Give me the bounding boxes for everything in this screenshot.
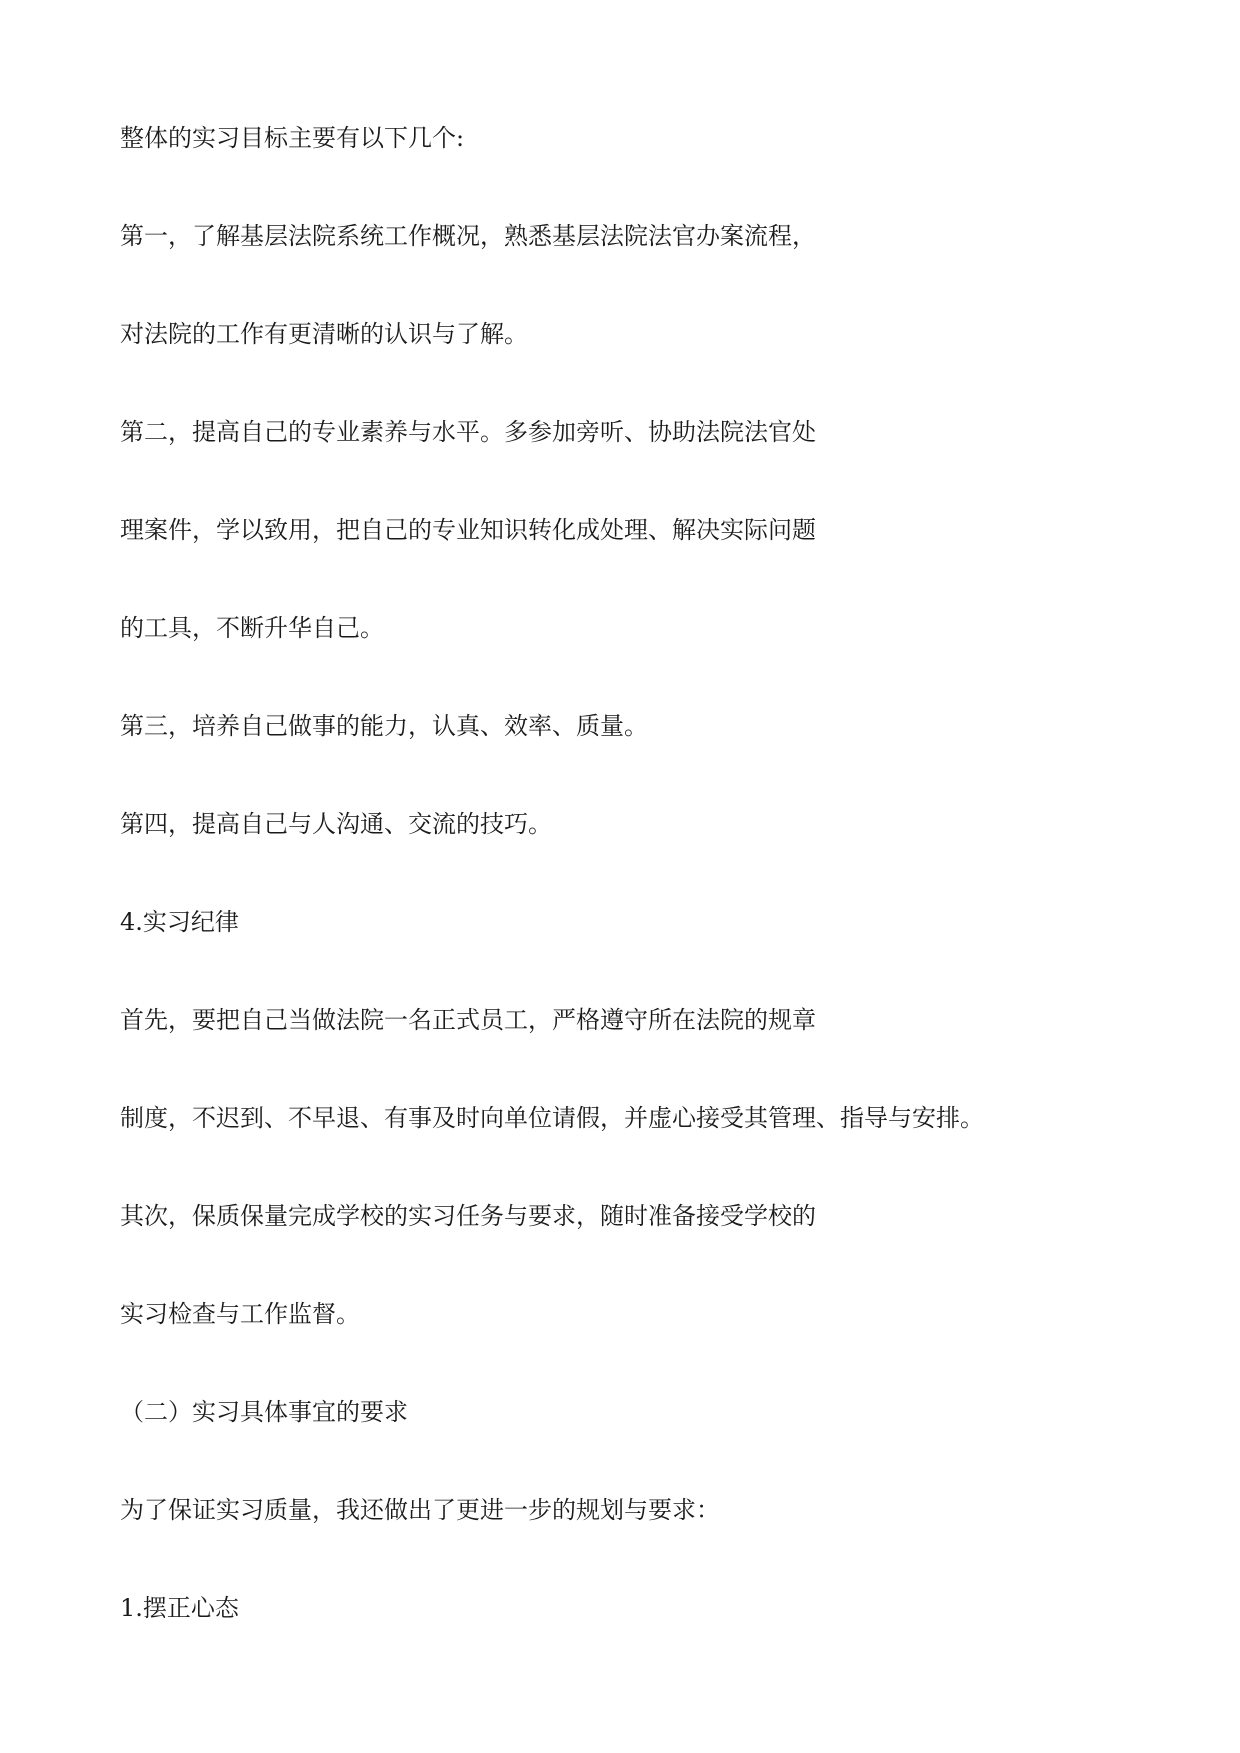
- text-line-intro: 整体的实习目标主要有以下几个:: [120, 124, 465, 152]
- text-line-goal-1-cont: 对法院的工作有更清晰的认识与了解。: [120, 320, 528, 348]
- text-line-discipline-2-cont: 实习检查与工作监督。: [120, 1300, 360, 1328]
- text-line-goal-2-cont: 理案件，学以致用，把自己的专业知识转化成处理、解决实际问题: [120, 516, 816, 544]
- text-line-goal-4: 第四，提高自己与人沟通、交流的技巧。: [120, 810, 552, 838]
- subsection-heading-mindset: 1.摆正心态: [120, 1594, 239, 1622]
- text-line-discipline-1: 首先，要把自己当做法院一名正式员工，严格遵守所在法院的规章: [120, 1006, 816, 1034]
- text-line-discipline-1-cont: 制度，不迟到、不早退、有事及时向单位请假，并虚心接受其管理、指导与安排。: [120, 1104, 984, 1132]
- text-line-goal-2-end: 的工具，不断升华自己。: [120, 614, 384, 642]
- section-heading-discipline: 4.实习纪律: [120, 908, 239, 936]
- text-line-goal-1: 第一，了解基层法院系统工作概况，熟悉基层法院法官办案流程，: [120, 222, 816, 250]
- text-line-goal-3: 第三，培养自己做事的能力，认真、效率、质量。: [120, 712, 648, 740]
- text-line-discipline-2: 其次，保质保量完成学校的实习任务与要求，随时准备接受学校的: [120, 1202, 816, 1230]
- text-line-requirements-intro: 为了保证实习质量，我还做出了更进一步的规划与要求：: [120, 1496, 720, 1524]
- text-line-goal-2: 第二，提高自己的专业素养与水平。多参加旁听、协助法院法官处: [120, 418, 816, 446]
- section-heading-requirements: （二）实习具体事宜的要求: [120, 1398, 408, 1426]
